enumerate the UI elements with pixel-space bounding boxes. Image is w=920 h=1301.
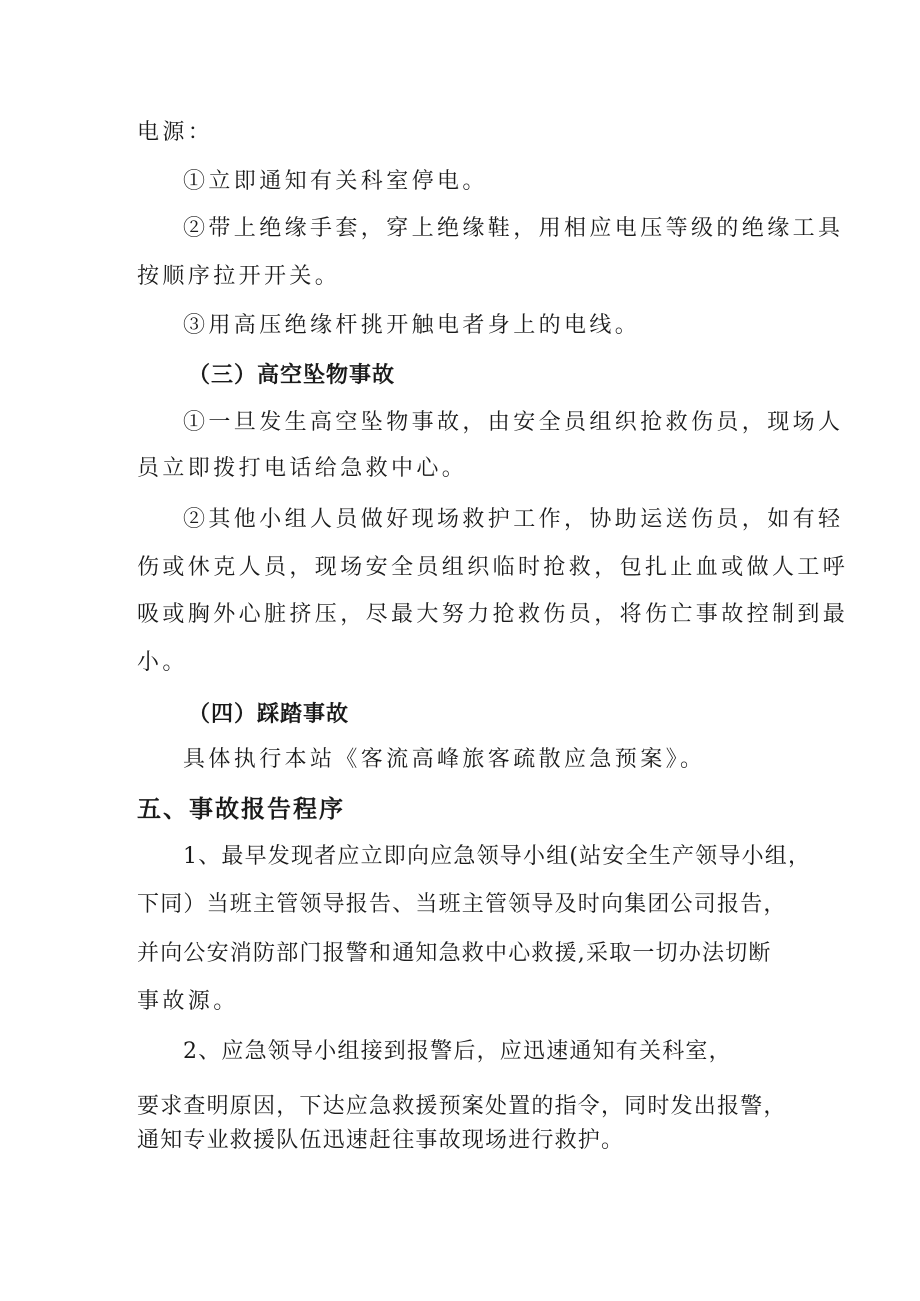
paragraph-line: 伤或休克人员，现场安全员组织临时抢救，包扎止血或做人工呼 xyxy=(137,555,849,580)
paragraph-line: 吸或胸外心脏挤压，尽最大努力抢救伤员，将伤亡事故控制到最 xyxy=(137,602,849,627)
chapter-heading: 五、事故报告程序 xyxy=(137,795,345,823)
paragraph-line: 按顺序拉开开关。 xyxy=(137,264,341,289)
paragraph-line: 通知专业救援队伍迅速赶往事故现场进行救护。 xyxy=(137,1128,625,1153)
paragraph-line: 小。 xyxy=(137,650,188,675)
paragraph-line: 要求查明原因，下达应急救援预案处置的指令，同时发出报警， xyxy=(137,1094,787,1119)
list-item: ②带上绝缘手套，穿上绝缘鞋，用相应电压等级的绝缘工具 xyxy=(183,216,844,241)
paragraph-line: 具体执行本站《客流高峰旅客疏散应急预案》。 xyxy=(183,747,706,772)
section-heading-4: （四）踩踏事故 xyxy=(188,702,350,727)
paragraph-line: 事故源。 xyxy=(137,989,239,1014)
section-heading-3: （三）高空坠物事故 xyxy=(188,363,396,388)
list-item: ①立即通知有关科室停电。 xyxy=(183,169,488,194)
paragraph-line: 并向公安消防部门报警和通知急救中心救援,采取一切办法切断 xyxy=(137,941,772,966)
list-item: ③用高压绝缘杆挑开触电者身上的电线。 xyxy=(183,313,641,338)
paragraph-line: 电源： xyxy=(137,120,214,145)
paragraph-line: 下同）当班主管领导报告、当班主管领导及时向集团公司报告， xyxy=(137,892,787,917)
list-item: ②其他小组人员做好现场救护工作，协助运送伤员，如有轻 xyxy=(183,507,844,532)
paragraph-line: 1、最早发现者应立即向应急领导小组(站安全生产领导小组， xyxy=(183,844,812,869)
list-item: ①一旦发生高空坠物事故，由安全员组织抢救伤员，现场人 xyxy=(183,410,844,435)
paragraph-line: 员立即拨打电话给急救中心。 xyxy=(137,456,468,481)
paragraph-line: 2、应急领导小组接到报警后，应迅速通知有关科室， xyxy=(183,1039,732,1064)
